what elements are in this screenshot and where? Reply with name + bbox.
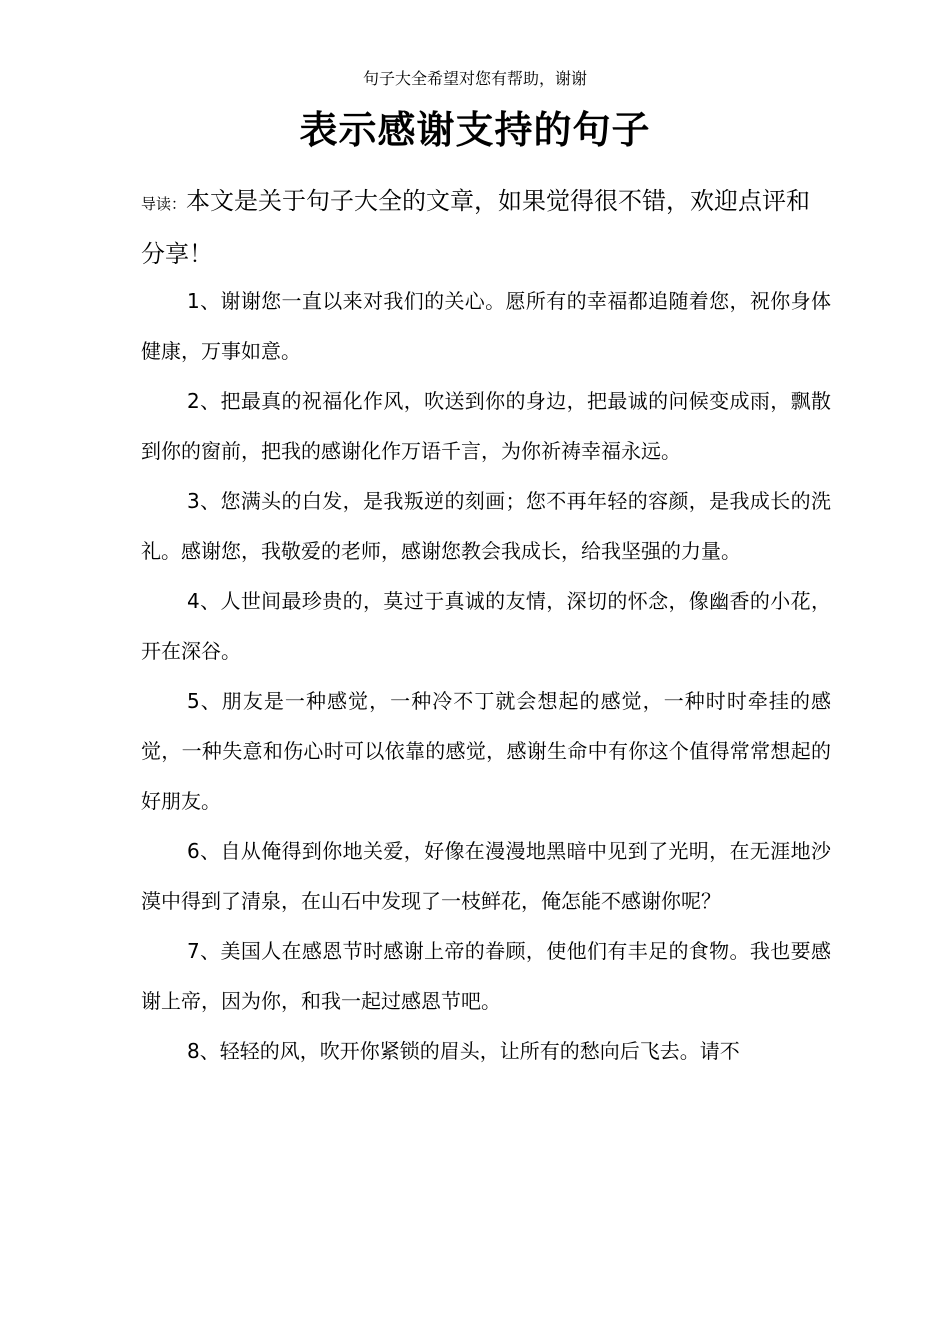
header-note: 句子大全希望对您有帮助，谢谢: [362, 69, 587, 88]
paragraph-2: 2、把最真的祝福化作风，吹送到你的身边，把最诚的问候变成雨，飘散到你的窗前，把我的感谢化作万语千言，为你祈祷幸福永远。: [141, 389, 831, 463]
paragraph-4: 4、人世间最珍贵的，莫过于真诚的友情，深切的怀念，像幽香的小花，开在深谷。: [141, 589, 831, 663]
intro-text: 本文是关于句子大全的文章，如果觉得很不错，欢迎点评和分享！: [141, 187, 811, 268]
paragraph-5: 5、朋友是一种感觉，一种冷不丁就会想起的感觉，一种时时牵挂的感觉，一种失意和伤心时可以依靠的感觉，感谢生命中有你这个值得常常想起的好朋友。: [141, 689, 831, 813]
paragraph-8: 8、轻轻的风，吹开你紧锁的眉头，让所有的愁向后飞去。请不: [187, 1039, 740, 1063]
page-title: 表示感谢支持的句子: [299, 108, 651, 152]
paragraph-3: 3、您满头的白发，是我叛逆的刻画；您不再年轻的容颜，是我成长的洗礼。感谢您，我敬爱的老师，感谢您教会我成长，给我坚强的力量。: [141, 489, 831, 563]
paragraph-6: 6、自从俺得到你地关爱，好像在漫漫地黑暗中见到了光明，在无涯地沙漠中得到了清泉，在山石中发现了一枝鲜花，俺怎能不感谢你呢？: [141, 839, 831, 913]
intro-paragraph: [141, 176, 831, 279]
intro-label: 导读：: [141, 195, 187, 213]
paragraph-7: 7、美国人在感恩节时感谢上帝的眷顾，使他们有丰足的食物。我也要感谢上帝，因为你，和我一起过感恩节吧。: [141, 939, 831, 1013]
content-body: [141, 276, 831, 1076]
paragraph-1: 1、谢谢您一直以来对我们的关心。愿所有的幸福都追随着您，祝你身体健康，万事如意。: [141, 289, 831, 363]
